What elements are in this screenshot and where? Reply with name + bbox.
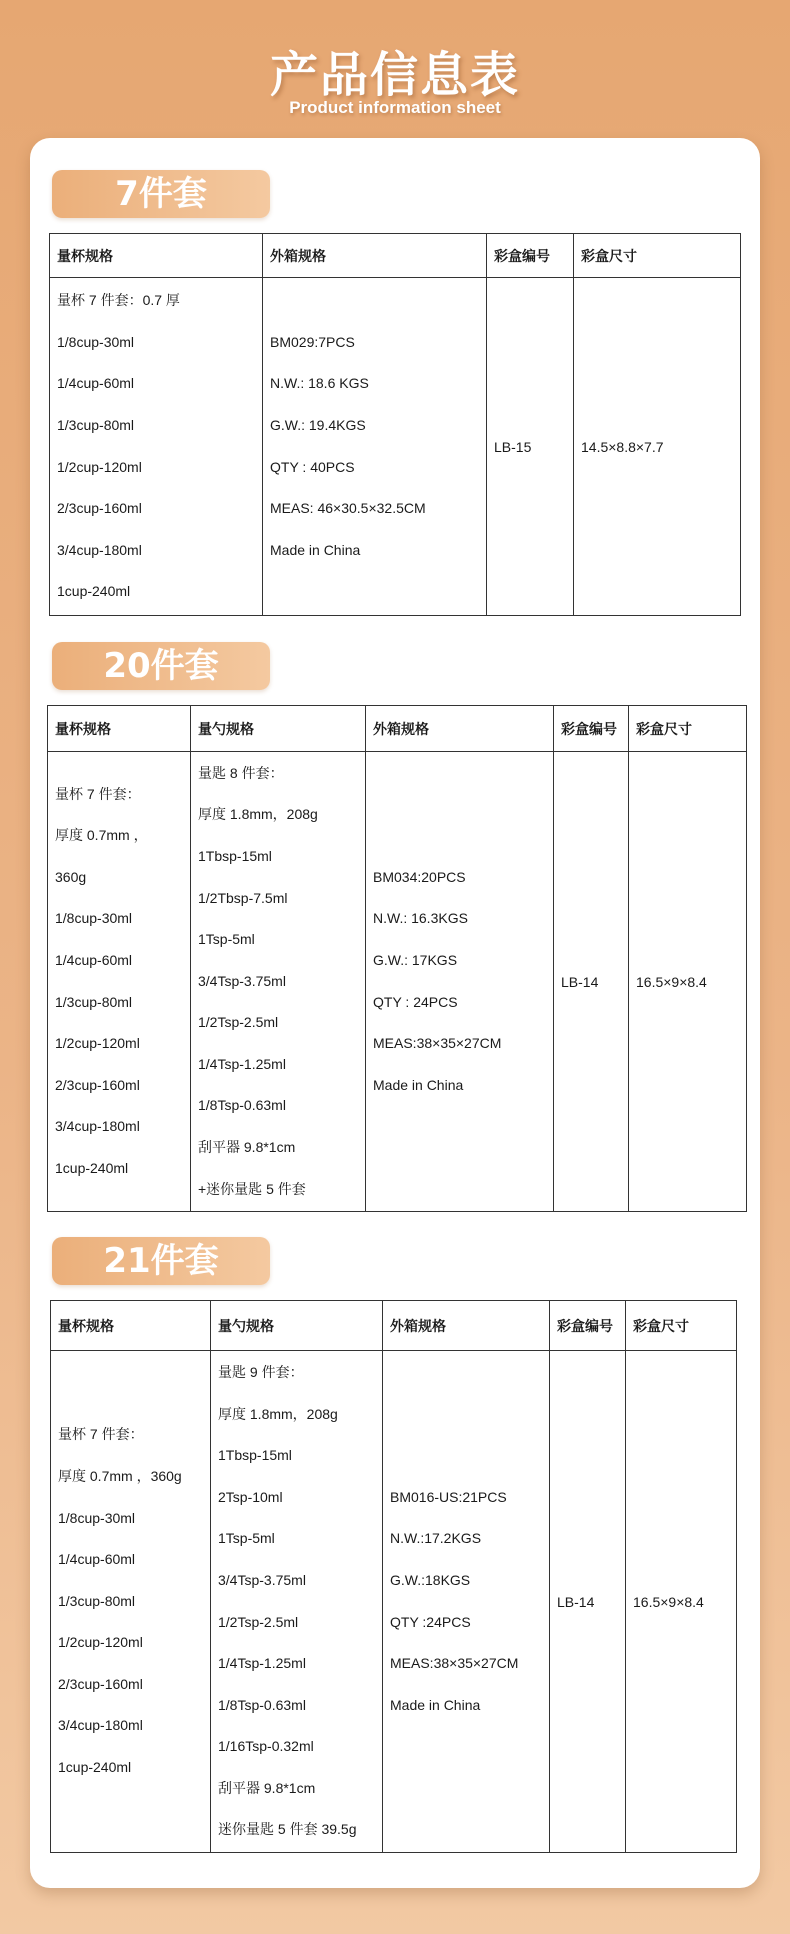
set20-cup-line: 3/4cup-180ml — [55, 1118, 140, 1135]
set20-header-box-no: 彩盒编号 — [554, 706, 629, 752]
set21-spoon-line: 3/4Tsp-3.75ml — [218, 1571, 306, 1588]
set20-header-row — [48, 706, 747, 752]
set7-box-no: LB-15 — [487, 278, 574, 616]
set20-badge: 20件套 — [52, 642, 270, 690]
set20-header-carton: 外箱规格 — [366, 706, 554, 752]
set21-carton-line: Made in China — [390, 1696, 481, 1713]
set21-cup-line: 1/3cup-80ml — [58, 1592, 136, 1609]
set20-spoon-line: +迷你量匙 5 件套 — [198, 1180, 306, 1197]
set20-spoon-line: 1/8Tsp-0.63ml — [198, 1097, 286, 1114]
set20-box-no: LB-14 — [554, 752, 629, 1212]
set21-carton-line: BM016-US:21PCS — [390, 1488, 507, 1505]
set21-header-box-size: 彩盒尺寸 — [626, 1301, 737, 1351]
set20-cup-line: 1/3cup-80ml — [55, 993, 133, 1010]
set20-carton-line: N.W.: 16.3KGS — [373, 910, 468, 927]
set7-cup-line: 1/3cup-80ml — [57, 416, 135, 433]
set21-cup-line: 1/2cup-120ml — [58, 1634, 143, 1651]
set20-spoon-line: 1Tsp-5ml — [198, 931, 255, 948]
set20-carton-line: QTY : 24PCS — [373, 993, 458, 1010]
page-subtitle: Product information sheet — [289, 98, 501, 117]
set21-spoon-cell — [211, 1351, 383, 1853]
set7-header-box-no: 彩盒编号 — [487, 234, 574, 278]
set20-spoon-line: 1Tbsp-15ml — [198, 847, 272, 864]
set7-carton-line: QTY : 40PCS — [270, 458, 355, 475]
page-title: 产品信息表 — [269, 47, 520, 103]
set20-box-size: 16.5×9×8.4 — [629, 752, 747, 1212]
set20-cup-line: 量杯 7 件套： — [55, 785, 141, 802]
set20-carton-line: Made in China — [373, 1076, 464, 1093]
set20-spoon-line: 刮平器 9.8*1cm — [198, 1139, 296, 1156]
set20-spoon-line: 3/4Tsp-3.75ml — [198, 972, 286, 989]
set21-cup-line: 量杯 7 件套： — [58, 1426, 144, 1443]
set21-badge: 21件套 — [52, 1237, 270, 1285]
set21-header-row — [51, 1301, 737, 1351]
set7-carton-line: N.W.: 18.6 KGS — [270, 375, 369, 392]
set21-spoon-line: 1/16Tsp-0.32ml — [218, 1738, 314, 1755]
set7-carton-line: G.W.: 19.4KGS — [270, 416, 366, 433]
set20-cup-cell — [48, 752, 191, 1212]
set7-cup-line: 1/8cup-30ml — [57, 333, 135, 350]
set21-spoon-line: 刮平器 9.8*1cm — [218, 1779, 316, 1796]
set21-cup-line: 2/3cup-160ml — [58, 1675, 143, 1692]
set7-table — [49, 233, 741, 616]
set20-header-cup: 量杯规格 — [48, 706, 191, 752]
set7-badge: 7件套 — [52, 170, 270, 218]
set7-cup-line: 2/3cup-160ml — [57, 500, 142, 517]
set20-carton-line: G.W.: 17KGS — [373, 951, 458, 968]
set21-cup-cell — [51, 1351, 211, 1853]
set21-spoon-line: 厚度 1.8mm，208g — [218, 1405, 338, 1422]
set21-header-cup: 量杯规格 — [51, 1301, 211, 1351]
set21-spoon-line: 1/4Tsp-1.25ml — [218, 1655, 306, 1672]
set20-cup-line: 1/2cup-120ml — [55, 1035, 140, 1052]
set20-spoon-line: 量匙 8 件套： — [198, 764, 284, 781]
set21-table — [50, 1300, 737, 1853]
set21-cup-line: 3/4cup-180ml — [58, 1717, 143, 1734]
set20-header-box-size: 彩盒尺寸 — [629, 706, 747, 752]
set21-spoon-line: 量匙 9 件套： — [218, 1363, 304, 1380]
set21-cup-line: 厚度 0.7mm ，360g — [58, 1467, 182, 1484]
set20-carton-line: BM034:20PCS — [373, 868, 466, 885]
set21-data-row — [51, 1351, 737, 1853]
set7-cup-line: 3/4cup-180ml — [57, 541, 142, 558]
set20-cup-line: 1cup-240ml — [55, 1159, 129, 1176]
set21-cup-line: 1/8cup-30ml — [58, 1509, 136, 1526]
set20-cup-line: 1/8cup-30ml — [55, 910, 133, 927]
set21-header-spoon: 量勺规格 — [211, 1301, 383, 1351]
set21-spoon-line: 迷你量匙 5 件套 39.5g — [218, 1821, 357, 1838]
set21-carton-line: G.W.:18KGS — [390, 1571, 471, 1588]
set20-spoon-line: 1/2Tsp-2.5ml — [198, 1014, 279, 1031]
set20-carton-line: MEAS:38×35×27CM — [373, 1035, 502, 1052]
set20-cup-line: 2/3cup-160ml — [55, 1076, 140, 1093]
set20-spoon-cell — [191, 752, 366, 1212]
set21-carton-line: QTY :24PCS — [390, 1613, 471, 1630]
set21-header-box-no: 彩盒编号 — [550, 1301, 626, 1351]
page-header — [0, 0, 790, 140]
set21-spoon-line: 1Tsp-5ml — [218, 1530, 275, 1547]
set7-carton-line: Made in China — [270, 541, 361, 558]
set7-carton-line: BM029:7PCS — [270, 333, 355, 350]
set20-cup-line: 360g — [55, 868, 87, 885]
set7-header-box-size: 彩盒尺寸 — [574, 234, 741, 278]
set7-carton-line: MEAS: 46×30.5×32.5CM — [270, 500, 426, 517]
set21-spoon-line: 1/8Tsp-0.63ml — [218, 1696, 306, 1713]
set21-box-no: LB-14 — [550, 1351, 626, 1853]
set21-header-carton: 外箱规格 — [383, 1301, 550, 1351]
set21-spoon-line: 1Tbsp-15ml — [218, 1447, 292, 1464]
set20-data-row — [48, 752, 747, 1212]
set20-spoon-line: 1/2Tbsp-7.5ml — [198, 889, 288, 906]
set20-carton-cell — [366, 752, 554, 1212]
set21-cup-line: 1/4cup-60ml — [58, 1551, 136, 1568]
set7-carton-cell — [263, 278, 487, 616]
set20-spoon-line: 1/4Tsp-1.25ml — [198, 1055, 286, 1072]
set7-cup-line: 1/2cup-120ml — [57, 458, 142, 475]
set21-carton-cell — [383, 1351, 550, 1853]
set7-cup-line: 1cup-240ml — [57, 583, 131, 600]
set20-spoon-line: 厚度 1.8mm，208g — [198, 806, 318, 823]
set7-header-cup: 量杯规格 — [50, 234, 263, 278]
set20-cup-line: 厚度 0.7mm ， — [55, 827, 148, 844]
set21-carton-line: MEAS:38×35×27CM — [390, 1655, 519, 1672]
set7-cup-line: 1/4cup-60ml — [57, 375, 135, 392]
set21-box-size: 16.5×9×8.4 — [626, 1351, 737, 1853]
set21-spoon-line: 1/2Tsp-2.5ml — [218, 1613, 299, 1630]
set7-header-carton: 外箱规格 — [263, 234, 487, 278]
set7-cup-line: 量杯 7 件套：0.7 厚 — [57, 292, 180, 309]
set21-spoon-line: 2Tsp-10ml — [218, 1488, 283, 1505]
set7-box-size: 14.5×8.8×7.7 — [574, 278, 741, 616]
set21-carton-line: N.W.:17.2KGS — [390, 1530, 482, 1547]
set20-header-spoon: 量勺规格 — [191, 706, 366, 752]
set21-cup-line: 1cup-240ml — [58, 1759, 132, 1776]
set7-header-row — [50, 234, 741, 278]
set7-cup-cell — [50, 278, 263, 616]
set7-data-row — [50, 278, 741, 616]
set20-cup-line: 1/4cup-60ml — [55, 951, 133, 968]
set20-table — [47, 705, 747, 1212]
